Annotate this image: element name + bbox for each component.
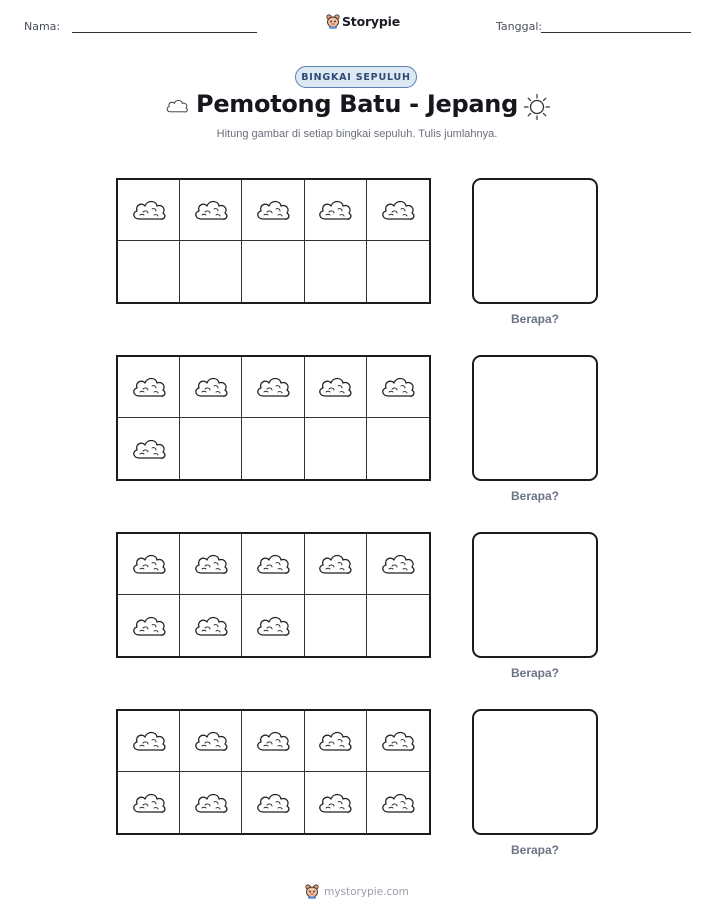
cloud-icon xyxy=(129,611,169,641)
answer-box[interactable] xyxy=(472,178,598,304)
ten-frame-cell xyxy=(305,418,367,479)
cloud-icon xyxy=(129,549,169,579)
footer xyxy=(0,884,714,899)
ten-frame-cell xyxy=(305,534,367,595)
cloud-icon xyxy=(253,549,293,579)
ten-frame-cell xyxy=(305,772,367,833)
cloud-icon xyxy=(191,726,231,756)
name-label: Nama: xyxy=(24,20,61,33)
ten-frame-cell xyxy=(305,357,367,418)
ten-frame-cell xyxy=(180,534,242,595)
page-title: Pemotong Batu - Jepang xyxy=(196,90,518,118)
cloud-icon xyxy=(315,195,355,225)
answer-box[interactable] xyxy=(472,709,598,835)
answer-label: Berapa? xyxy=(510,489,560,503)
answer-label: Berapa? xyxy=(510,312,560,326)
footer-site: mystorypie.com xyxy=(324,885,409,898)
ten-frame-cell xyxy=(118,772,180,833)
ten-frame-cell xyxy=(367,241,429,302)
cloud-icon xyxy=(315,549,355,579)
ten-frame-cell xyxy=(367,534,429,595)
cloud-icon xyxy=(253,788,293,818)
ten-frame-cell xyxy=(242,711,304,772)
cloud-icon xyxy=(253,726,293,756)
storypie-logo xyxy=(326,14,400,29)
cloud-icon xyxy=(315,726,355,756)
date-label: Tanggal: xyxy=(496,20,543,33)
ten-frame xyxy=(116,178,431,304)
ten-frame-cell xyxy=(367,595,429,656)
ten-frame-cell xyxy=(118,357,180,418)
ten-frame-cell xyxy=(118,418,180,479)
cloud-icon xyxy=(253,195,293,225)
brand-name: Storypie xyxy=(342,14,400,29)
mascot-icon xyxy=(305,884,319,899)
ten-frame-cell xyxy=(367,418,429,479)
ten-frame xyxy=(116,709,431,835)
ten-frame-cell xyxy=(242,357,304,418)
ten-frame-cell xyxy=(305,180,367,241)
cloud-icon xyxy=(191,372,231,402)
ten-frame-cell xyxy=(180,595,242,656)
cloud-icon xyxy=(378,372,418,402)
ten-frame-cell xyxy=(367,772,429,833)
cloud-icon xyxy=(315,372,355,402)
answer-label: Berapa? xyxy=(510,843,560,857)
sun-icon xyxy=(523,93,551,121)
ten-frame-cell xyxy=(242,418,304,479)
ten-frame-cell xyxy=(180,241,242,302)
cloud-icon xyxy=(129,434,169,464)
cloud-icon xyxy=(191,549,231,579)
ten-frame-cell xyxy=(118,595,180,656)
answer-box[interactable] xyxy=(472,355,598,481)
ten-frame-cell xyxy=(180,711,242,772)
ten-frame-cell xyxy=(118,534,180,595)
cloud-icon xyxy=(129,195,169,225)
ten-frame-cell xyxy=(180,357,242,418)
answer-box[interactable] xyxy=(472,532,598,658)
ten-frame-cell xyxy=(367,711,429,772)
cloud-icon xyxy=(253,611,293,641)
ten-frame-cell xyxy=(180,180,242,241)
cloud-icon xyxy=(191,195,231,225)
cloud-icon xyxy=(191,611,231,641)
mascot-icon xyxy=(326,14,340,29)
ten-frame-cell xyxy=(118,180,180,241)
name-input-line[interactable] xyxy=(72,32,257,33)
ten-frame-cell xyxy=(118,711,180,772)
cloud-icon xyxy=(378,549,418,579)
cloud-icon xyxy=(129,372,169,402)
ten-frame-cell xyxy=(242,595,304,656)
cloud-icon xyxy=(315,788,355,818)
cloud-icon xyxy=(191,788,231,818)
worksheet-type-badge: BINGKAI SEPULUH xyxy=(295,66,417,88)
ten-frame-cell xyxy=(180,772,242,833)
ten-frame-cell xyxy=(305,241,367,302)
ten-frame xyxy=(116,532,431,658)
answer-label: Berapa? xyxy=(510,666,560,680)
ten-frame-cell xyxy=(242,534,304,595)
ten-frame-cell xyxy=(242,772,304,833)
cloud-icon xyxy=(129,726,169,756)
ten-frame-cell xyxy=(242,241,304,302)
ten-frame-cell xyxy=(367,357,429,418)
cloud-icon xyxy=(378,195,418,225)
instructions: Hitung gambar di setiap bingkai sepuluh. Tulis jumlahnya. xyxy=(216,128,498,140)
cloud-icon xyxy=(253,372,293,402)
cloud-icon xyxy=(129,788,169,818)
ten-frame-cell xyxy=(118,241,180,302)
ten-frame-cell xyxy=(305,595,367,656)
ten-frame-cell xyxy=(180,418,242,479)
ten-frame-cell xyxy=(305,711,367,772)
date-input-line[interactable] xyxy=(541,32,691,33)
ten-frame-cell xyxy=(367,180,429,241)
ten-frame xyxy=(116,355,431,481)
cloud-icon xyxy=(378,788,418,818)
cloud-icon xyxy=(378,726,418,756)
ten-frame-cell xyxy=(242,180,304,241)
